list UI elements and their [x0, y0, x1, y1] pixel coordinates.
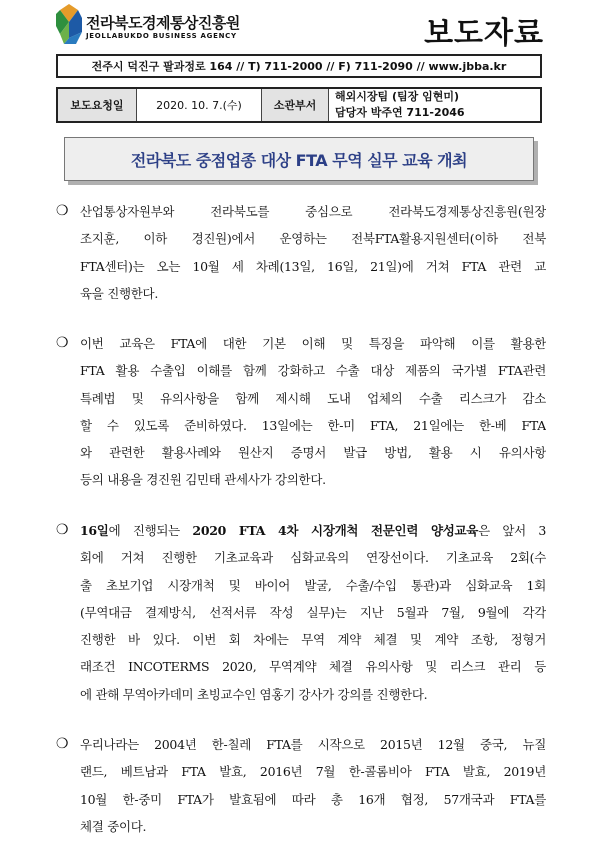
paragraph-line: (무역대금 결제방식, 선적서류 작성 실무)는 지난 5월과 7월, 9월에 각각 — [80, 604, 546, 620]
paragraph-2 — [56, 330, 546, 494]
paragraph-line: 산업통상자원부와 전라북도를 중심으로 전라북도경제통상진흥원(원장 — [80, 204, 546, 219]
contact-bar: 전주시 덕진구 팔과정로 164 // T) 711-2000 // F) 711-2090 // www.jbba.kr — [56, 54, 542, 78]
paragraph-line: 에 관해 무역아카데미 초빙교수인 염홍기 강사가 강의를 진행한다. — [80, 686, 428, 702]
paragraph-line: 래조건 INCOTERMS 2020, 무역계약 체결 유의사항 및 리스크 관리 등 — [80, 659, 546, 675]
bullet-icon: ❍ — [56, 203, 69, 219]
request-date-value: 2020. 10. 7.(수) — [137, 89, 262, 121]
paragraph-line: 진행한 바 있다. 이번 회 차에는 무역 계약 체결 및 계약 조항, 정형거 — [80, 632, 546, 648]
paragraph-line: 조지훈, 이하 경진원)에서 운영하는 전북FTA활용지원센터(이하 전북 — [80, 231, 546, 247]
bullet-icon: ❍ — [56, 335, 69, 351]
department-contact — [329, 89, 540, 121]
paragraph-line: 회에 거쳐 진행한 기초교육과 심화교육의 연장선이다. 기초교육 2회(수 — [80, 550, 546, 566]
document-type-heading: 보도자료 — [424, 16, 544, 51]
press-release-title: 전라북도 중점업종 대상 FTA 무역 실무 교육 개최 — [130, 150, 468, 170]
paragraph-line: 우리나라는 2004년 한-칠레 FTA를 시작으로 2015년 12월 중국, 뉴질 — [80, 737, 546, 752]
department-manager: 담당자 박주연 711-2046 — [335, 106, 465, 119]
paragraph-line: 이번 교육은 FTA에 대한 기본 이해 및 특징을 파악해 이를 활용한 — [80, 336, 546, 351]
agency-logo-icon — [56, 4, 82, 44]
paragraph-line: FTA 활용 수출입 이해를 함께 강화하고 수출 대상 제품의 국가별 FTA관련 — [80, 363, 546, 379]
paragraph-line: 10월 한-중미 FTA가 발효됨에 따라 총 16개 협정, 57개국과 FTA를 — [80, 791, 546, 807]
paragraph-line: 육을 진행한다. — [80, 285, 158, 301]
page-header — [56, 4, 546, 50]
department-label: 소관부서 — [262, 89, 329, 121]
bullet-icon: ❍ — [56, 736, 69, 752]
release-info-table — [56, 87, 542, 123]
title-box — [64, 137, 534, 181]
paragraph-line: 특례법 및 유의사항을 함께 제시해 도내 업체의 수출 리스크가 감소 — [80, 390, 546, 406]
org-name-korean: 전라북도경제통상진흥원 — [86, 14, 240, 32]
paragraph-1 — [56, 198, 546, 307]
department-team: 해외시장팀 (팀장 임현미) — [335, 90, 459, 103]
paragraph-line: 등의 내용을 경진원 김민태 관세사가 강의한다. — [80, 472, 326, 488]
paragraph-line: 출 초보기업 시장개척 및 바이어 발굴, 수출/수입 통관)과 심화교육 1회 — [80, 577, 546, 593]
paragraph-line: 할 수 있도록 준비하였다. 13일에는 한-미 FTA, 21일에는 한-베 FTA — [80, 417, 546, 433]
paragraph-3 — [56, 517, 546, 708]
paragraph-line: 와 관련한 활용사례와 원산지 증명서 발급 방법, 활용 시 유의사항 — [80, 445, 546, 461]
paragraph-lead-line — [56, 517, 546, 544]
org-name-english: JEOLLABUKDO BUSINESS AGENCY — [86, 32, 237, 40]
request-date-label: 보도요청일 — [58, 89, 137, 121]
bullet-icon: ❍ — [56, 522, 69, 538]
paragraph-4 — [56, 731, 546, 840]
paragraph-line: 랜드, 베트남과 FTA 발효, 2016년 7월 한-콜롬비아 FTA 발효, 2019년 — [80, 764, 546, 780]
lead-date: 16일 — [80, 523, 109, 538]
paragraph-line: 체결 중이다. — [80, 818, 147, 834]
lead-text: 에 진행되는 — [108, 523, 193, 538]
lead-tail: 은 앞서 3 — [478, 523, 546, 538]
lead-program-name: 2020 FTA 4차 시장개척 전문인력 양성교육 — [192, 523, 479, 538]
paragraph-line: FTA센터)는 오는 10월 세 차례(13일, 16일, 21일)에 거쳐 FTA 관련 교 — [80, 258, 546, 274]
